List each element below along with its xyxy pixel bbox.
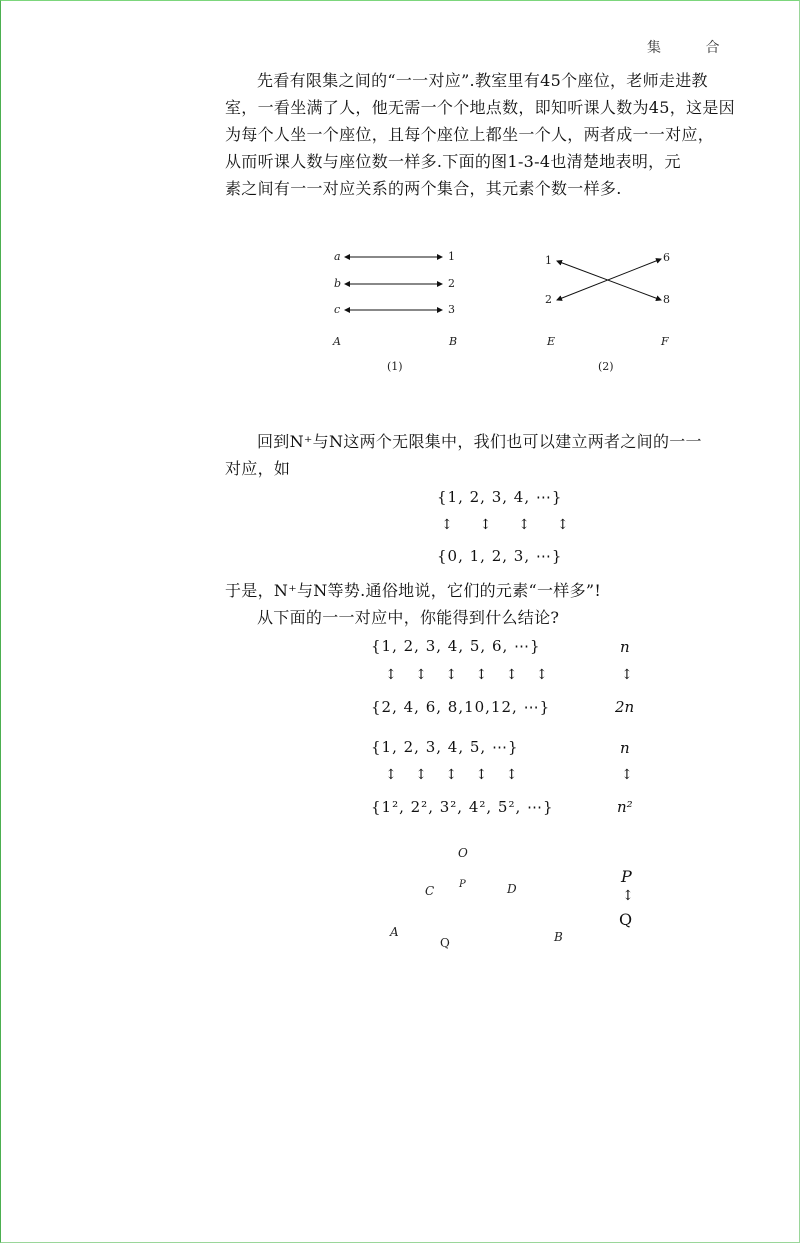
mapping1-general-top: n	[620, 638, 630, 656]
running-header: 集 合	[647, 40, 740, 56]
point-B: B	[554, 930, 563, 944]
point-P: P	[459, 879, 466, 890]
point-A: A	[390, 925, 399, 939]
elem-E2: 2	[545, 293, 552, 306]
set-N: {0, 1, 2, 3, ⋯}	[437, 547, 563, 565]
elem-b: b	[334, 277, 342, 290]
pq-arrow: ↕	[622, 888, 634, 904]
figure-one-to-one	[321, 241, 681, 381]
caption-1: (1)	[387, 360, 403, 373]
point-C: C	[425, 884, 435, 898]
pq-top: P	[621, 867, 632, 886]
mapping1-arrows: ↕ ↕ ↕ ↕ ↕ ↕	[385, 667, 555, 683]
intro-paragraph	[225, 67, 781, 202]
mapping2-bottom: {1², 2², 3², 4², 5², ⋯}	[371, 798, 554, 816]
set-F: F	[661, 335, 669, 348]
set-E: E	[547, 335, 556, 348]
elem-2: 2	[448, 277, 455, 290]
point-D: D	[507, 882, 517, 896]
infinite-paragraph	[225, 428, 781, 482]
caption-2: (2)	[598, 360, 614, 373]
set-A: A	[333, 335, 341, 348]
intro-line-2: 室，一看坐满了人，他无需一个个地点数，即知听课人数为45，这是因	[225, 98, 735, 117]
elem-a: a	[334, 250, 341, 263]
elem-1: 1	[448, 250, 455, 263]
mapping1-general-bottom: 2n	[615, 698, 635, 716]
pq-bottom: Q	[619, 910, 633, 929]
elem-F8: 8	[663, 293, 670, 306]
mapping2-general-arrow: ↕	[621, 767, 633, 783]
point-O: O	[458, 846, 468, 860]
infinite-line-1: 回到N⁺与N这两个无限集中，我们也可以建立两者之间的一一	[257, 432, 702, 451]
set-N-plus: {1, 2, 3, 4, ⋯}	[437, 488, 563, 506]
question-text: 从下面的一一对应中，你能得到什么结论?	[257, 608, 560, 627]
mapping2-arrows: ↕ ↕ ↕ ↕ ↕	[385, 767, 525, 783]
set-B: B	[449, 335, 458, 348]
intro-line-3: 为每个人坐一个座位，且每个座位上都坐一个人，两者成一一对应，	[225, 125, 715, 144]
infinite-line-2: 对应，如	[225, 459, 291, 478]
intro-line-4: 从而听课人数与座位数一样多.下面的图1-3-4也清楚地表明，元	[225, 152, 681, 171]
elem-3: 3	[448, 303, 455, 316]
conclusion-text: 于是，N⁺与N等势.通俗地说，它们的元素“一样多”!	[225, 581, 602, 600]
elem-c: c	[334, 303, 341, 316]
intro-line-1: 先看有限集之间的“一一对应”.教室里有45个座位，老师走进教	[257, 71, 708, 90]
point-Q: Q	[440, 936, 450, 950]
mapping1-top: {1, 2, 3, 4, 5, 6, ⋯}	[371, 637, 541, 655]
elem-E1: 1	[545, 254, 552, 267]
mapping1-bottom: {2, 4, 6, 8,10,12, ⋯}	[371, 698, 551, 716]
elem-F6: 6	[663, 251, 670, 264]
correspondence-arrows: ↕ ↕ ↕ ↕	[441, 517, 575, 533]
mapping2-general-bottom: n²	[617, 798, 633, 816]
conclusion-line	[225, 577, 781, 631]
intro-line-5: 素之间有一一对应关系的两个集合，其元素个数一样多.	[225, 179, 622, 198]
mapping2-general-top: n	[620, 739, 630, 757]
mapping1-general-arrow: ↕	[621, 667, 633, 683]
mapping2-top: {1, 2, 3, 4, 5, ⋯}	[371, 738, 519, 756]
